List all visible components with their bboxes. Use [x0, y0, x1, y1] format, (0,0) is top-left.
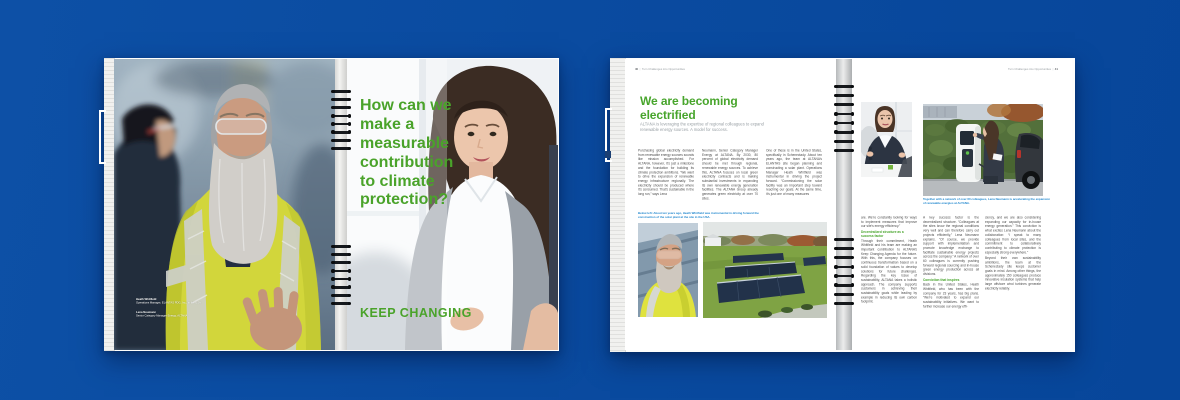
- spiral-coil: [333, 302, 350, 305]
- spiral-coil: [836, 238, 853, 241]
- credit-role: Operations Manager, ELANTAS PDG, Inc., in the USA: [136, 301, 201, 305]
- spiral-coil: [836, 94, 853, 97]
- spiral-coil: [836, 266, 853, 269]
- spiral-coil: [333, 123, 350, 126]
- header-divider: |: [639, 68, 641, 71]
- spiral-binding: [333, 245, 350, 305]
- spiral-coil: [333, 294, 350, 297]
- page-number: 40: [635, 68, 639, 71]
- page-edge-stack: [610, 58, 626, 352]
- spiral-coil: [333, 106, 350, 109]
- credit-person-2: [136, 311, 256, 324]
- spiral-coil: [836, 149, 853, 152]
- spiral-coil: [836, 275, 853, 278]
- brochure-cover-spread[interactable]: [97, 57, 559, 352]
- spiral-coil: [333, 261, 350, 264]
- credit-role: Senior Category Manager Energy, ALTANA: [136, 314, 188, 318]
- spiral-coil: [333, 147, 350, 150]
- running-head-title: Turn Challenges into Opportunities: [1008, 68, 1052, 71]
- cover-right-page: [347, 59, 558, 350]
- credit-name: Lena Neumann: [136, 311, 157, 314]
- photo-ev-charging: [923, 104, 1043, 196]
- cover-headline: How can we make a measurable contribution to climate protection?: [360, 97, 454, 209]
- spiral-coil: [836, 302, 853, 305]
- spiral-coil: [836, 113, 853, 116]
- spiral-binding: [333, 90, 350, 150]
- article-subtitle: ALTANA is leveraging the expertise of regional colleagues to expand renewable energy sources. A model for success.: [640, 122, 764, 132]
- header-divider: |: [1052, 68, 1054, 71]
- spiral-coil: [333, 139, 350, 142]
- spiral-coil: [333, 278, 350, 281]
- running-head-left: [635, 68, 735, 76]
- spiral-coil: [836, 131, 853, 134]
- spiral-coil: [333, 115, 350, 118]
- cover-photo-credits: [136, 298, 256, 324]
- photo-lena-neumann-meeting: [861, 102, 912, 177]
- article-headline: We are becoming electrified: [640, 94, 738, 122]
- spiral-coil: [836, 103, 853, 106]
- spiral-coil: [333, 253, 350, 256]
- page-edge-tab: [605, 151, 611, 158]
- brochure-article-spread[interactable]: [603, 57, 1075, 353]
- spiral-coil: [333, 131, 350, 134]
- cover-left-page: [114, 59, 335, 350]
- photo-caption: Below left: About ten years ago, Heath Whitfield was instrumental in driving forward the construction of the solar plant at the site in the USA.: [638, 212, 759, 219]
- spiral-coil: [333, 270, 350, 273]
- credit-person-1: [136, 298, 256, 311]
- spiral-coil: [836, 122, 853, 125]
- spiral-coil: [836, 140, 853, 143]
- spiral-binding: [836, 85, 853, 152]
- spiral-coil: [836, 256, 853, 259]
- article-spread-body: [610, 58, 1075, 352]
- cover-spread-body: [104, 58, 559, 351]
- body-column: ciency, and we are also considering expanding our capacity for in-house energy generation.” This conviction is what excites Lena Neumann about the collaboration: “I speak to many colleagues from local sites, and the commitment to collaboratively contributing to climate protection is especially strong everywhere.” Beyond their own sustainability ambitions, the team at the Schenectady site keeps customer goals in mind. Among other things, the approximately 150 colleagues produce innovative insulation systems that help large offshore wind turbines generate electricity reliably.: [985, 216, 1041, 291]
- spiral-coil: [333, 98, 350, 101]
- spiral-coil: [836, 284, 853, 287]
- body-column: One of these is in the United States, specifically in Schenectady. About ten years ago, the team at ALTANA’s ELANTAS site began planning and constructing a solar plant. Operations Manager Heath Whitfield was instrumental in driving the project forward. “Commissioning the solar facility was an important step toward reaching our goals. At the same time, it’s just one of many measures: [766, 149, 822, 197]
- spiral-binding: [836, 238, 853, 305]
- photo-heath-whitfield-portrait: [638, 223, 698, 317]
- spiral-coil: [333, 286, 350, 289]
- brand-claim: KEEP CHANGING: [360, 306, 472, 320]
- body-column: Purchasing global electricity demand from renewable energy sources sounds like mission accomplished. For ALTANA, however, it’s just a milestone and the foundation for building its climate protection ambitions. “We want to drive the expansion of renewable energy infrastructure regionally. The electricity should be produced where it’s consumed. That’s sustainable in the long run,” says Lena: [638, 149, 694, 197]
- photo-caption: Together with a network of over 60 colleagues, Lena Neumann is accelerating the expansion of renewable energies at ALTANA.: [923, 198, 1051, 205]
- body-column: A key success factor is the decentralized structure. “Colleagues at the sites know the regional conditions very well and can therefore carry out projects efficiently,” Lena Neumann explains. “Of course, we provide support with implementation and promote knowledge exchange to facilitate sustainable energy projects across the company.” A network of over 60 colleagues is currently pushing forward regional sourcing and in-house green energy production across all divisions. Conviction that inspires Back in the United States, Heath Whitfield, who has been with the company for 23 years, has big plans. “We’re motivated to expand our sustainability initiatives. We want to further increase our energy effi-: [923, 216, 979, 309]
- article-right-page: [852, 59, 1072, 350]
- article-left-page: [625, 59, 836, 350]
- body-column: are. We’re constantly looking for ways to implement measures that improve our site’s energy efficiency.” Decentralized structure as a success factor Through their commitment, Heath Whitfield and his team are making an important contribution to ALTANA’s Keep Changing Agenda for the future. With this, the company focuses on continuous transformation based on a solid foundation of values to develop solutions for future challenges. Regarding the key issue of sustainability, ALTANA takes a holistic approach. The company supports customers in achieving their sustainability goals while leading by example in reducing its own carbon footprint.: [861, 216, 917, 304]
- spiral-coil: [836, 247, 853, 250]
- spiral-coil: [333, 90, 350, 93]
- spiral-coil: [836, 85, 853, 88]
- page-number: 41: [1054, 68, 1058, 71]
- page-edge-marker: [99, 110, 106, 164]
- running-head-title: Turn Challenges into Opportunities: [641, 68, 685, 71]
- credit-name: Heath Whitfield: [136, 298, 157, 301]
- spiral-coil: [836, 293, 853, 296]
- spiral-coil: [333, 245, 350, 248]
- photo-solar-field: [703, 222, 827, 318]
- body-column: Neumann, Senior Category Manager Energy at ALTANA. By 2030, 80 percent of global electricity demand should be met through regional, renewable energy sources. To achieve this, ALTANA focuses on local green electricity contracts and is making substantial investments in expanding its own renewable energy generation facilities. The ALTANA Group already generates green electricity at over 70 sites.: [702, 149, 758, 201]
